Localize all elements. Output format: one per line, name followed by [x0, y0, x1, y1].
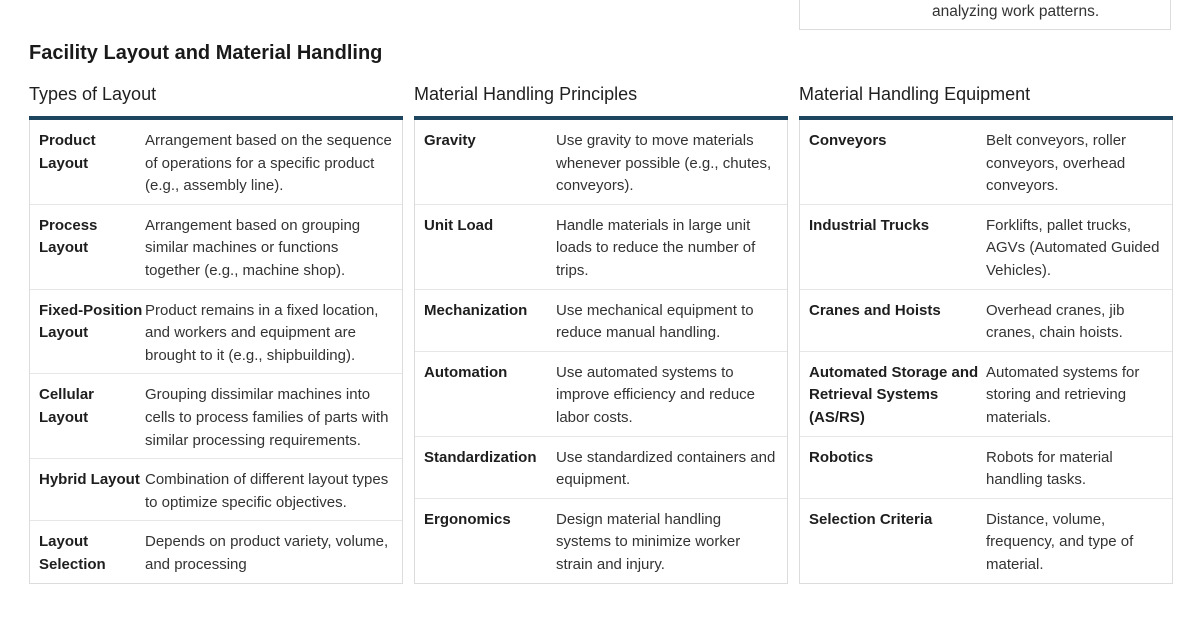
row-term: Product Layout — [39, 132, 96, 172]
row-term: Industrial Trucks — [809, 216, 930, 234]
row-description: Arrangement based on the sequence of operations for a specific product (e.g., assembly line). — [145, 132, 392, 195]
types-of-layout-table — [29, 120, 403, 584]
table-row — [415, 120, 787, 204]
row-term: Standardization — [424, 448, 537, 466]
row-description: Forklifts, pallet trucks, AGVs (Automated Guided Vehicles). — [986, 216, 1160, 279]
row-description: Overhead cranes, jib cranes, chain hoists. — [986, 301, 1125, 342]
row-term: Automation — [424, 363, 508, 381]
material-handling-principles-column — [414, 82, 788, 584]
row-description: Handle materials in large unit loads to reduce the number of trips. — [556, 216, 756, 279]
row-description: Product remains in a fixed location, and workers and equipment are brought to it (e.g., shipbuilding). — [145, 301, 379, 364]
table-row — [800, 351, 1172, 436]
row-term: Conveyors — [809, 132, 887, 149]
table-row — [415, 204, 787, 289]
row-description: Use mechanical equipment to reduce manual handling. — [556, 301, 754, 342]
row-description: Automated systems for storing and retrieving materials. — [986, 363, 1140, 426]
table-row — [800, 204, 1172, 289]
column-heading: Material Handling Equipment — [799, 82, 1173, 120]
table-row — [415, 351, 787, 436]
types-of-layout-column — [29, 82, 403, 584]
table-row — [800, 289, 1172, 351]
row-term: Unit Load — [424, 216, 494, 234]
row-term: Process Layout — [39, 216, 98, 257]
row-term: Ergonomics — [424, 510, 511, 528]
column-heading: Types of Layout — [29, 82, 403, 120]
table-row — [30, 373, 402, 458]
table-row — [30, 458, 402, 520]
row-term: Cellular Layout — [39, 386, 95, 426]
previous-table-text: analyzing work patterns. — [932, 3, 1100, 20]
row-description: Grouping dissimilar machines into cells to process families of parts with similar processing requirements. — [145, 386, 389, 449]
table-row — [30, 520, 402, 582]
row-description: Robots for material handling tasks. — [986, 448, 1113, 489]
row-description: Distance, volume, frequency, and type of material. — [986, 510, 1134, 573]
material-handling-principles-table — [414, 120, 788, 584]
previous-table-fragment — [799, 0, 1171, 30]
table-row — [415, 436, 787, 498]
row-term: Selection Criteria — [809, 510, 933, 528]
row-term: Gravity — [424, 132, 476, 149]
table-row — [30, 289, 402, 374]
row-term: Cranes and Hoists — [809, 301, 941, 319]
table-row — [415, 498, 787, 583]
row-term: Fixed-Position Layout — [39, 301, 143, 342]
row-term: Hybrid Layout — [39, 471, 140, 489]
row-description: Design material handling systems to minimize worker strain and injury. — [556, 510, 741, 573]
table-row — [30, 204, 402, 289]
row-description: Use standardized containers and equipment. — [556, 448, 776, 489]
row-term: Mechanization — [424, 301, 528, 319]
row-term: Robotics — [809, 448, 874, 466]
row-term: Layout Selection — [39, 533, 106, 573]
row-description: Combination of different layout types to optimize specific objectives. — [145, 471, 389, 511]
material-handling-equipment-column — [799, 82, 1173, 584]
table-row — [30, 120, 402, 204]
row-term: Automated Storage and Retrieval Systems (AS/RS) — [809, 363, 979, 426]
table-row — [800, 120, 1172, 204]
material-handling-equipment-table — [799, 120, 1173, 584]
column-heading: Material Handling Principles — [414, 82, 788, 120]
row-description: Depends on product variety, volume, and processing — [145, 533, 389, 573]
table-row — [800, 498, 1172, 583]
table-row — [415, 289, 787, 351]
row-description: Belt conveyors, roller conveyors, overhead conveyors. — [986, 132, 1127, 195]
row-description: Use gravity to move materials whenever possible (e.g., chutes, conveyors). — [556, 132, 772, 195]
table-row — [800, 436, 1172, 498]
row-description: Arrangement based on grouping similar machines or functions together (e.g., machine shop). — [145, 216, 361, 279]
row-description: Use automated systems to improve efficiency and reduce labor costs. — [556, 363, 755, 426]
section-title: Facility Layout and Material Handling — [29, 42, 383, 64]
